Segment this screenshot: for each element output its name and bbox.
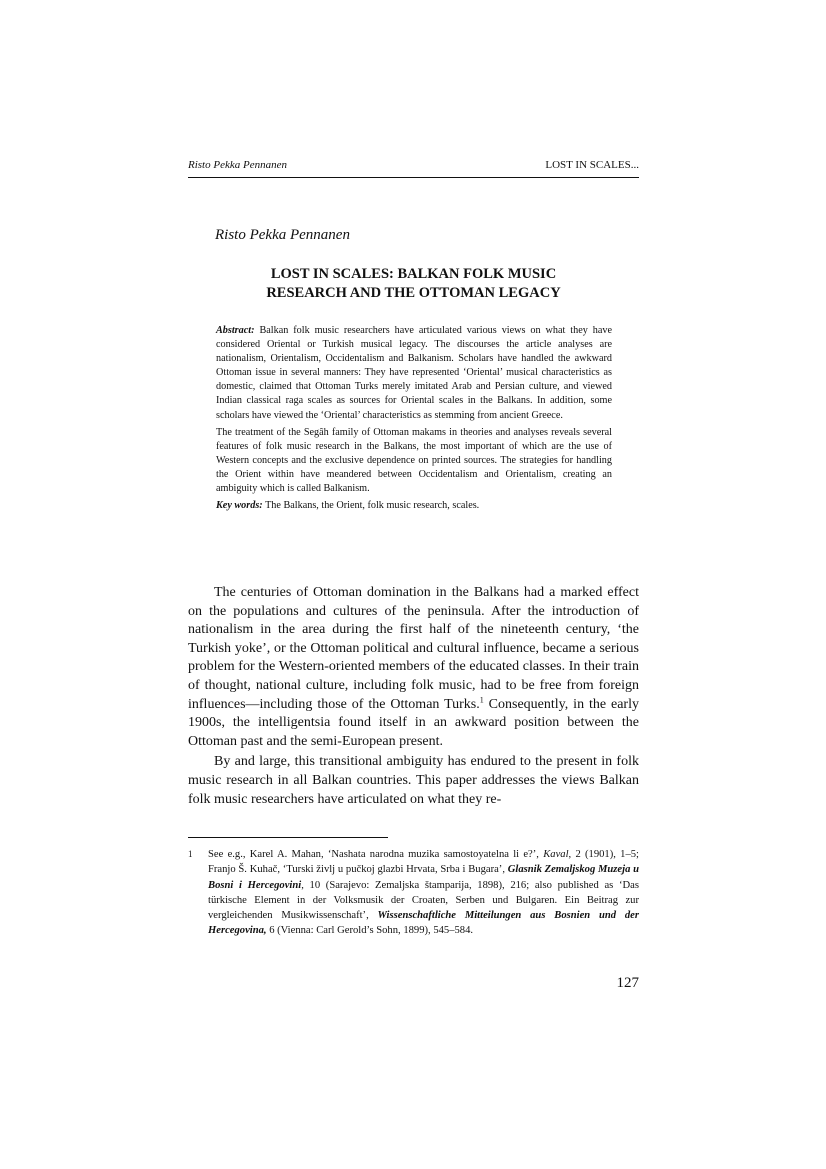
body-paragraph-2: By and large, this transitional ambiguity has endured to the present in folk music research in all Balkan countries. This paper addresses the views Balkan folk music researchers have articulated on what they re- [188,754,639,807]
abstract-paragraph-2: The treatment of the Segâh family of Ottoman makams in theories and analyses reveals several features of folk music research in the Balkans, the most important of which are the use of Western concepts and the exclusive dependence on printed sources. The strategies for handling the Orient within have meandered between Occidentalism and Orientalism, creating an ambiguity which is called Balkanism. [216,426,612,495]
body-text [188,584,639,811]
footnote-number: 1 [188,849,193,859]
article-author: Risto Pekka Pennanen [215,227,350,243]
body-p1-b: Consequently, in the early 1900s, the intelligentsia found itself in an awkward position between the Ottoman past and the semi-European present. [188,696,639,749]
keywords-text: The Balkans, the Orient, folk music research, scales. [265,500,480,512]
header-author: Risto Pekka Pennanen [188,159,287,171]
abstract-paragraph-1 [216,324,612,423]
footnote-part-4: 6 (Vienna: Carl Gerold’s Sohn, 1899), 545–584. [266,925,474,937]
footnote-journal-3: Wissenschaftliche Mitteilungen aus Bosnien und der Hercegovina, [208,910,639,937]
abstract [216,324,612,516]
title-line-2: RESEARCH AND THE OTTOMAN LEGACY [266,285,561,301]
keywords-label: Key words: [216,500,263,512]
article-title [188,265,639,303]
body-paragraph-1 [188,584,639,751]
footnote [188,847,639,939]
keywords [216,499,612,513]
footnote-journal-1: Kaval [543,849,569,860]
header-short-title: LOST IN SCALES... [545,159,639,171]
footnote-divider [188,837,388,838]
abstract-label: Abstract: [216,325,255,336]
abstract-text-1: Balkan folk music researchers have articulated various views on what they have considered Oriental or Turkish musical legacy. The discourses the article analyses are nationalism, Orientalism, Occidentalism and Balkanism. Scholars have handled the awkward Ottoman issue in several manners: They have represented ‘Oriental’ musical characteristics as domestic, claimed that Ottoman Turks merely imitated Arab and Persian culture, and viewed Indian classical raga scales as sources for Oriental scales in the Balkans. In addition, some scholars have viewed the ‘Oriental’ characteristics as stemming from ancient Greece. [216,325,613,421]
footnote-part-3: , 10 (Sarajevo: Zemaljska štamparija, 1898), 216; also published as ‘Das türkische Element in der Volksmusik der Croaten, Serben und Bulgaren. Ein Beitrag zur vergleichenden Musikwissenschaft’, [208,879,639,922]
footnote-text [208,847,639,939]
body-p1-a: The centuries of Ottoman domination in the Balkans had a marked effect on the populations and cultures of the peninsula. After the introduction of nationalism in the area during the first half of the nineteenth century, ‘the Turkish yoke’, or the Ottoman political and cultural influence, became a serious problem for the Western-oriented members of the educated classes. In their train of thought, national culture, including folk music, had to be free from foreign influences—including those of the Ottoman Turks. [188,585,639,712]
footnote-part-2: , 2 (1901), 1–5; Franjo Š. Kuhač, ‘Turski življ u pučkoj glazbi Hrvata, Srba i Bugara’, [208,849,640,876]
footnote-part-1: See e.g., Karel A. Mahan, ‘Nashata narodna muzika samostoyatelna li e?’, [208,849,544,860]
footnote-journal-2: Glasnik Zemaljskog Muzeja u Bosni i Hercegovini [208,864,639,891]
title-line-1: LOST IN SCALES: BALKAN FOLK MUSIC [270,266,557,282]
page-number: 127 [616,975,639,991]
footnote-ref[interactable]: 1 [479,694,484,704]
running-header [188,157,639,178]
